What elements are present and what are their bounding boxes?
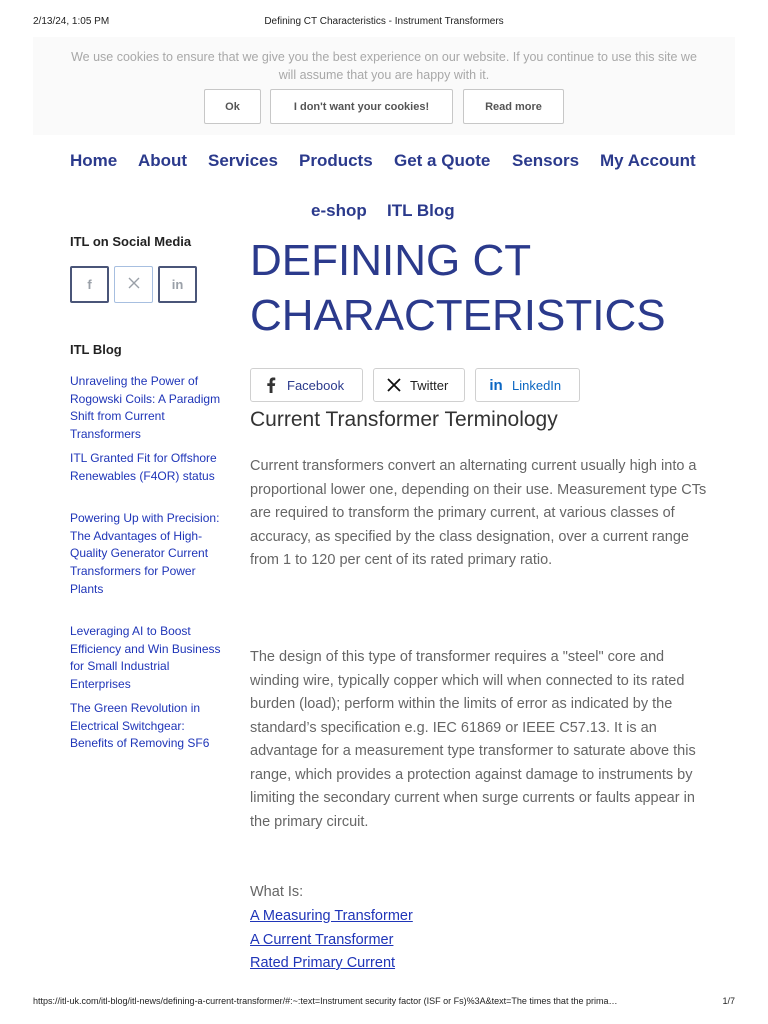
- share-linkedin-button[interactable]: [475, 368, 580, 402]
- share-facebook-button[interactable]: [250, 368, 363, 402]
- x-twitter-icon: [386, 377, 402, 393]
- linkedin-icon: in: [489, 376, 503, 394]
- nav-about[interactable]: About: [138, 151, 188, 170]
- page-title-line-1: DEFINING CT: [250, 236, 532, 285]
- share-facebook-label: Facebook: [287, 377, 345, 393]
- cookie-banner: [33, 37, 735, 135]
- nav-itl-blog[interactable]: ITL Blog: [387, 201, 455, 220]
- share-twitter-button[interactable]: [373, 368, 465, 402]
- blog-post-link[interactable]: The Green Revolution in Electrical Switchgear: Benefits of Removing SF6: [70, 701, 210, 751]
- toc-link-measuring-transformer[interactable]: A Measuring Transformer: [250, 908, 413, 924]
- facebook-social-button[interactable]: [70, 266, 109, 303]
- share-twitter-label: Twitter: [410, 377, 449, 393]
- toc-link-rated-primary-current[interactable]: Rated Primary Current: [250, 955, 396, 971]
- nav-sensors[interactable]: Sensors: [512, 151, 580, 170]
- paragraph-design: The design of this type of transformer requires a "steel" core and winding wire, typically copper which will when connected to its rated burden (load); perform within the limits of error as indicated by the standard’s specification e.g. IEC 61869 or IEEE C57.13. It is an advantage for a measurement type transformer to saturate above this range, which provides a protection against damage to instruments by limiting the secondary current when surge currents or faults appear in the primary circuit.: [250, 649, 696, 830]
- nav-home[interactable]: Home: [70, 151, 118, 170]
- x-twitter-icon: [128, 277, 140, 292]
- linkedin-social-button[interactable]: [158, 266, 197, 303]
- paragraph-intro: Current transformers convert an alternating current usually high into a proportional lower one, depending on their use. Measurement type CTs are required to transform the primary current, at various classes of accuracy, as specified by the class designation, over a current range from 1 to 120 per cent of its rated primary ratio.: [250, 458, 707, 568]
- cookie-decline-button[interactable]: I don't want your cookies!: [270, 89, 453, 124]
- what-is-label: What Is:: [250, 884, 304, 900]
- nav-get-a-quote[interactable]: Get a Quote: [394, 151, 491, 170]
- linkedin-icon: in: [171, 277, 184, 292]
- print-page-number: 1/7: [722, 996, 735, 1006]
- blog-post-link[interactable]: Powering Up with Precision: The Advantages of High-Quality Generator Current Transformers for Power Plants: [70, 511, 220, 596]
- page-title: [250, 233, 740, 343]
- print-date: 2/13/24, 1:05 PM: [33, 16, 110, 27]
- page-title-line-2: CHARACTERISTICS: [250, 291, 666, 340]
- nav-products[interactable]: Products: [299, 151, 373, 170]
- cookie-message: We use cookies to ensure that we give you the best experience on our website. If you continue to use this site we will assume that you are happy with it.: [71, 50, 697, 82]
- nav-my-account[interactable]: My Account: [600, 151, 696, 170]
- section-subheading: Current Transformer Terminology: [250, 408, 558, 431]
- blog-post-link[interactable]: Unraveling the Power of Rogowski Coils: A Paradigm Shift from Current Transformers: [70, 374, 221, 442]
- print-title: Defining CT Characteristics - Instrument Transformers: [264, 16, 504, 27]
- cookie-ok-button[interactable]: Ok: [204, 89, 261, 124]
- facebook-icon: [263, 377, 279, 393]
- toc-link-current-transformer[interactable]: A Current Transformer: [250, 932, 394, 948]
- sidebar-blog-heading: ITL Blog: [70, 342, 122, 357]
- cookie-read-more-button[interactable]: Read more: [463, 89, 564, 124]
- facebook-icon: f: [87, 277, 92, 292]
- social-media-heading: ITL on Social Media: [70, 234, 192, 249]
- nav-services[interactable]: Services: [208, 151, 278, 170]
- nav-eshop[interactable]: e-shop: [311, 201, 367, 220]
- x-social-button[interactable]: [114, 266, 153, 303]
- print-url: https://itl-uk.com/itl-blog/itl-news/defining-a-current-transformer/#:~:text=Instrument security factor (ISF or Fs)%3A&text=The times that the prima…: [33, 996, 618, 1006]
- blog-post-link[interactable]: ITL Granted Fit for Offshore Renewables (F4OR) status: [70, 451, 217, 483]
- share-linkedin-label: LinkedIn: [512, 377, 562, 393]
- blog-post-link[interactable]: Leveraging AI to Boost Efficiency and Win Business for Small Industrial Enterprises: [70, 624, 221, 692]
